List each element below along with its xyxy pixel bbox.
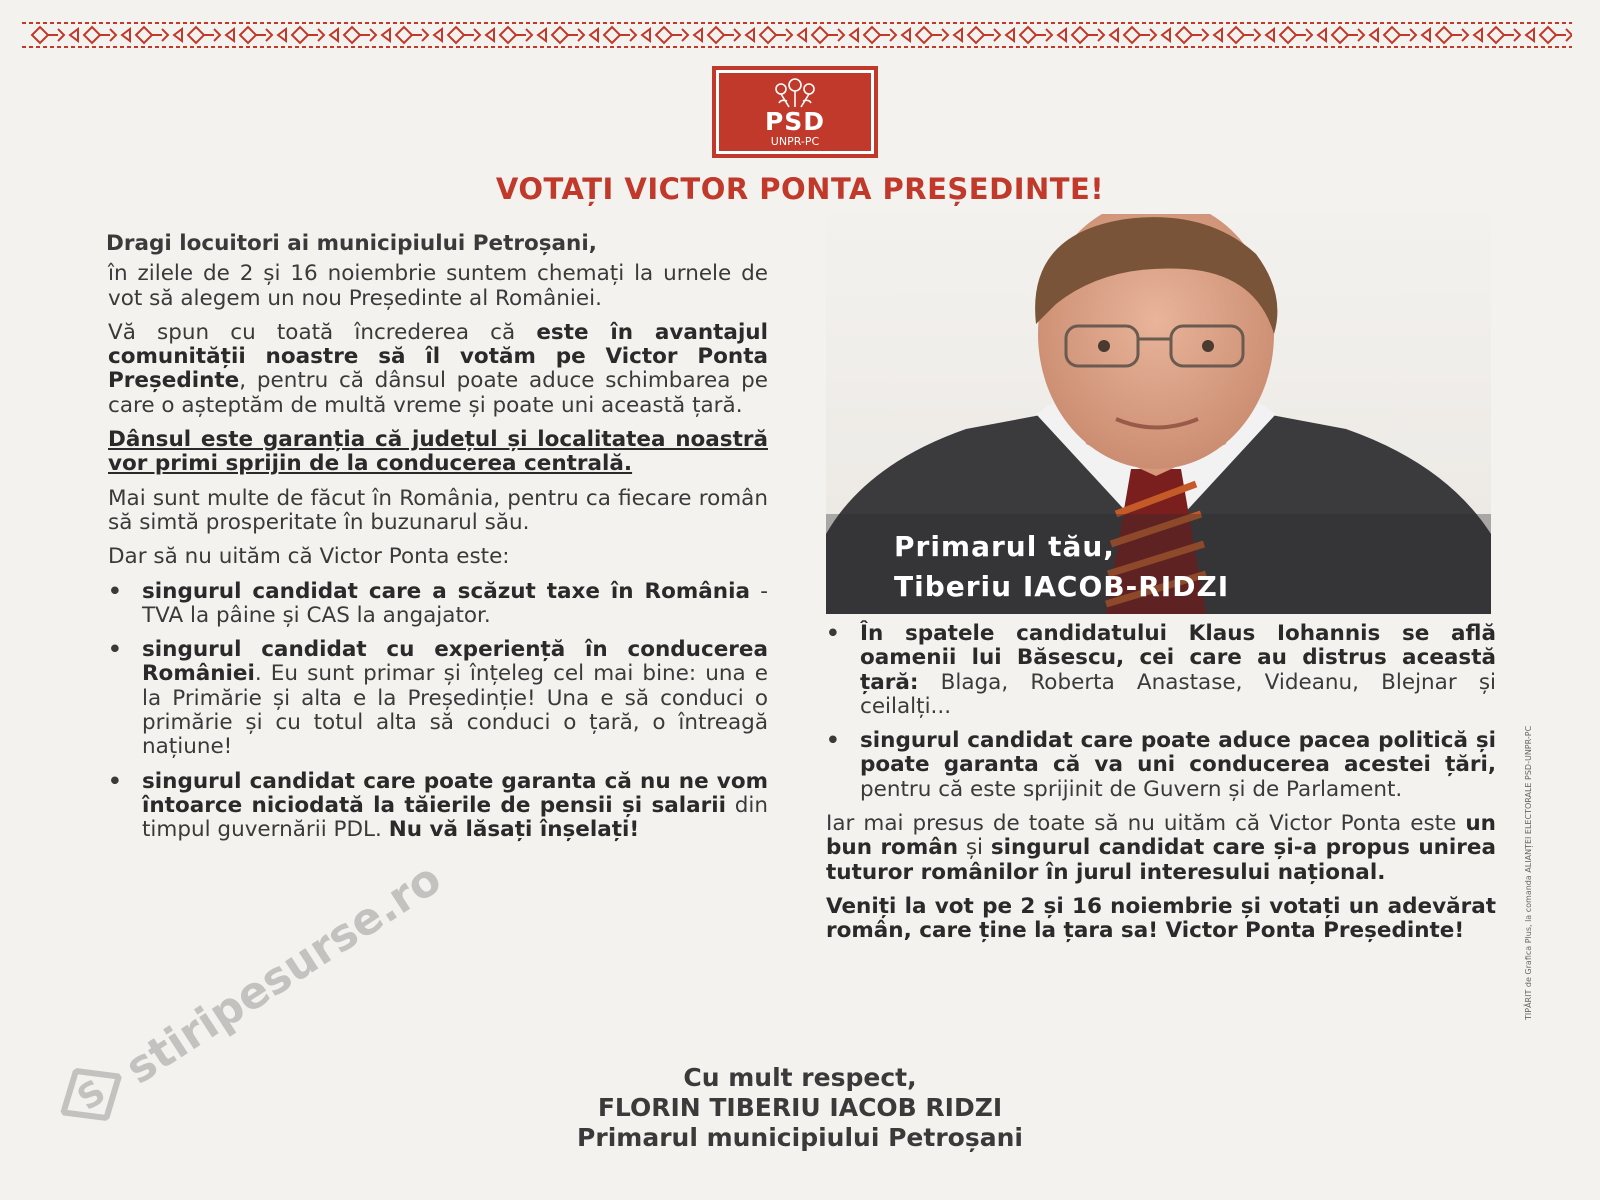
pattern-motif bbox=[604, 27, 650, 43]
pattern-motif bbox=[1488, 27, 1534, 43]
photo-caption-name: Tiberiu IACOB-RIDZI bbox=[894, 570, 1230, 603]
pattern-motif bbox=[32, 27, 78, 43]
roses-icon bbox=[715, 75, 875, 109]
pattern-motif bbox=[84, 27, 130, 43]
list-item bbox=[826, 729, 1496, 802]
pattern-motif bbox=[1072, 27, 1118, 43]
text-span: Vă spun cu toată încrederea că bbox=[108, 319, 537, 345]
pattern-motif bbox=[1228, 27, 1274, 43]
pattern-motif bbox=[552, 27, 598, 43]
bold-span: singurul candidat care a scăzut taxe în România bbox=[142, 578, 750, 604]
greeting: Dragi locuitori ai municipiului Petroșani, bbox=[106, 231, 597, 256]
pattern-motif bbox=[292, 27, 338, 43]
pattern-motif bbox=[812, 27, 858, 43]
pattern-motif bbox=[1436, 27, 1482, 43]
left-bullet-list bbox=[108, 580, 768, 843]
pattern-motif bbox=[968, 27, 1014, 43]
text-span: Blaga, Roberta Anastase, Videanu, Blejnar și ceilalți... bbox=[860, 669, 1496, 719]
bold-span: singurul candidat cu experiență în conducerea României bbox=[142, 637, 768, 687]
pattern-motif bbox=[708, 27, 754, 43]
signer-name: FLORIN TIBERIU IACOB RIDZI bbox=[597, 1093, 1003, 1122]
pattern-motif bbox=[240, 27, 286, 43]
text-span: și bbox=[958, 835, 991, 861]
paragraph-list-intro: Dar să nu uităm că Victor Ponta este: bbox=[108, 544, 510, 570]
psd-logo bbox=[712, 66, 878, 158]
pattern-motif bbox=[1124, 27, 1170, 43]
list-item bbox=[108, 580, 768, 629]
right-bullet-list bbox=[826, 622, 1496, 802]
underlined-span: Dânsul este garanția că județul și localitatea noastră vor primi sprijin de la conducerea centrală. bbox=[108, 427, 768, 477]
folk-pattern-border bbox=[22, 20, 1572, 50]
right-column bbox=[826, 622, 1496, 954]
text-span: pentru că este sprijinit de Guvern și de Parlament. bbox=[860, 776, 1403, 802]
logo-subtitle: UNPR-PC bbox=[770, 135, 820, 148]
text-span: , pentru că dânsul poate aduce schimbarea pe care o așteptăm de multă vreme și poate uni această țară. bbox=[108, 368, 768, 418]
bold-span: singurul candidat care și-a propus unirea tuturor românilor în jurul interesului național. bbox=[826, 835, 1496, 885]
text-span: - TVA la pâine și CAS la angajator. bbox=[142, 578, 769, 628]
left-column bbox=[108, 232, 768, 853]
text-span: Iar mai presus de toate să nu uităm că Victor Ponta este bbox=[826, 811, 1466, 837]
bold-span: singurul candidat care poate garanta că nu ne vom întoarce niciodată la tăierile de pensii și salarii bbox=[142, 768, 768, 818]
pattern-motif bbox=[656, 27, 702, 43]
paragraph-intro: în zilele de 2 și 16 noiembrie suntem chemați la urnele de vot să alegem un nou Președinte al României. bbox=[108, 261, 768, 311]
pattern-motif bbox=[1176, 27, 1222, 43]
bold-span: În spatele candidatului Klaus Iohannis se află oamenii lui Băsescu, cei care au distrus această țară: bbox=[860, 621, 1496, 695]
pattern-motif bbox=[396, 27, 442, 43]
svg-text:S: S bbox=[70, 1071, 113, 1119]
logo-name: PSD bbox=[764, 107, 826, 136]
pattern-motif bbox=[188, 27, 234, 43]
printer-note: TIPĂRIT de Grafica Plus, la comanda ALIANȚEI ELECTORALE PSD-UNPR-PC bbox=[1524, 725, 1533, 1020]
list-item bbox=[826, 622, 1496, 719]
paragraph-prosperity: Mai sunt multe de făcut în România, pentru ca fiecare român să simtă prosperitate în buzunarul său. bbox=[108, 485, 768, 535]
pattern-motif bbox=[500, 27, 546, 43]
paragraph-call-to-vote bbox=[826, 895, 1496, 944]
watermark-text: stiripesurse.ro bbox=[116, 853, 451, 1095]
bold-span: un bun român bbox=[826, 811, 1496, 861]
pattern-motif bbox=[1384, 27, 1430, 43]
bold-span: singurul candidat care poate aduce pacea politică și poate garanta că va uni conducerea acestei țări, bbox=[860, 728, 1496, 778]
text-span: . Eu sunt primar și înțeleg cel mai bine: una e la Primărie și alta e la Președinție! Una e să conduci o primărie și cu totul alta să conduci o țară, o întreagă națiune! bbox=[142, 661, 768, 760]
pattern-motif bbox=[136, 27, 182, 43]
pattern-motif bbox=[760, 27, 806, 43]
headline: VOTAȚI VICTOR PONTA PREȘEDINTE! bbox=[495, 172, 1105, 206]
bold-span: este în avantajul comunității noastre să îl votăm pe Victor Ponta Președinte bbox=[108, 319, 768, 394]
pattern-motif bbox=[1020, 27, 1066, 43]
pattern-motif bbox=[448, 27, 494, 43]
paragraph-guarantee bbox=[108, 428, 768, 477]
list-item bbox=[108, 638, 768, 759]
pattern-motif bbox=[916, 27, 962, 43]
bold-span: Nu vă lăsați înșelați! bbox=[388, 817, 640, 843]
text-span: din timpul guvernării PDL. bbox=[142, 792, 768, 843]
paragraph-trust bbox=[108, 321, 768, 418]
bold-span: Veniți la vot pe 2 și 16 noiembrie și votați un adevărat român, care ține la țara sa! Victor Ponta Președinte! bbox=[826, 893, 1496, 944]
closing-salutation: Cu mult respect, bbox=[683, 1063, 917, 1092]
pattern-motif bbox=[1332, 27, 1378, 43]
pattern-motif bbox=[1280, 27, 1326, 43]
pattern-motif bbox=[864, 27, 910, 43]
pattern-motif bbox=[344, 27, 390, 43]
photo-caption-title: Primarul tău, bbox=[894, 530, 1115, 563]
list-item bbox=[108, 770, 768, 843]
signer-title: Primarul municipiului Petroșani bbox=[577, 1123, 1023, 1152]
paragraph-good-romanian bbox=[826, 812, 1496, 885]
pattern-motif bbox=[1540, 27, 1572, 43]
